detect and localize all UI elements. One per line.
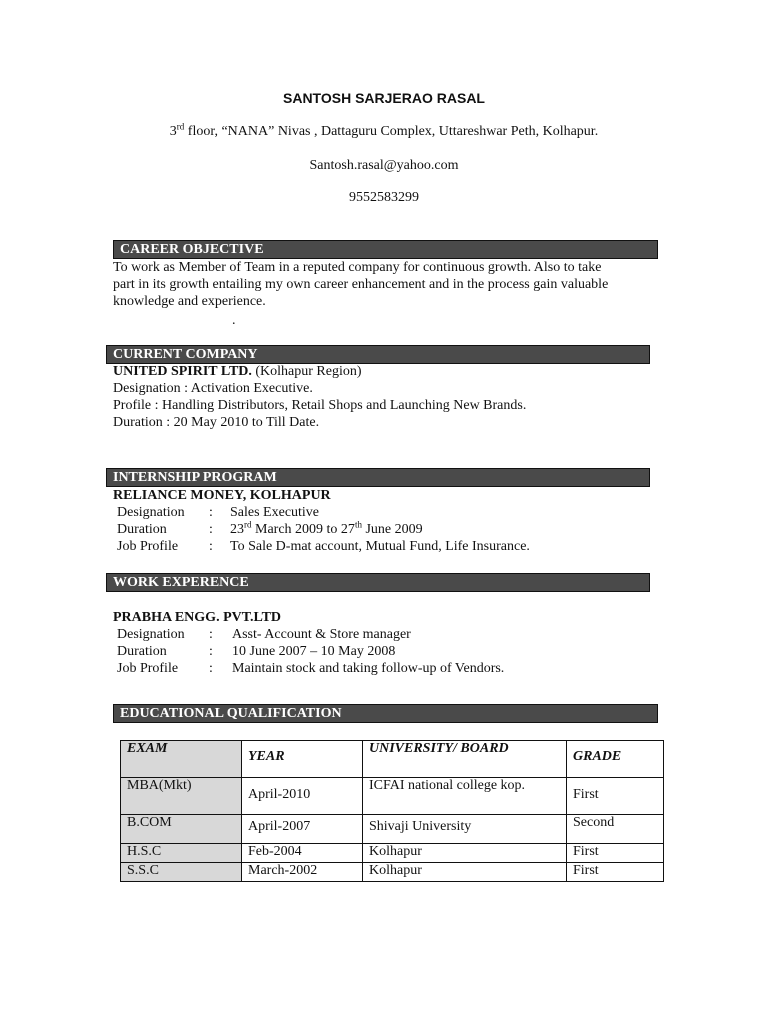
value-b: March 2009 to 27 <box>251 522 355 537</box>
resume-name: SANTOSH SARJERAO RASAL <box>283 90 485 106</box>
cell-university: Shivaji University <box>363 815 567 844</box>
current-company-region: (Kolhapur Region) <box>251 364 362 379</box>
cell-exam: MBA(Mkt) <box>121 778 242 815</box>
header-cell-year: YEAR <box>242 741 363 778</box>
section-heading-education: EDUCATIONAL QUALIFICATION <box>113 704 658 723</box>
value: 10 June 2007 – 10 May 2008 <box>232 644 396 659</box>
work-profile-row <box>117 660 504 677</box>
address-number: 3 <box>169 124 177 139</box>
address <box>0 121 768 140</box>
stray-dot: . <box>232 313 236 328</box>
career-line: knowledge and experience. <box>113 294 266 309</box>
cell-year: April-2007 <box>242 815 363 844</box>
cell-year: March-2002 <box>242 863 363 882</box>
value: Sales Executive <box>230 505 320 520</box>
work-designation-row <box>117 626 504 643</box>
address-superscript: rd <box>176 121 185 132</box>
section-heading-career-objective: CAREER OBJECTIVE <box>113 240 658 259</box>
colon: : <box>209 522 213 537</box>
table-header-row <box>121 741 664 778</box>
colon: : <box>209 644 213 659</box>
label: Designation <box>117 505 185 520</box>
work-details <box>117 626 504 677</box>
current-company-name-line <box>113 363 526 380</box>
value-c: June 2009 <box>361 522 423 537</box>
label: Duration <box>117 522 167 537</box>
cell-university: ICFAI national college kop. <box>363 778 567 815</box>
table-row <box>121 844 664 863</box>
table-row <box>121 778 664 815</box>
cell-grade: First <box>567 844 664 863</box>
header-cell-exam: EXAM <box>121 741 242 778</box>
colon: : <box>209 627 213 642</box>
cell-grade: First <box>567 863 664 882</box>
colon: : <box>209 505 213 520</box>
table-row <box>121 815 664 844</box>
current-designation: Designation : Activation Executive. <box>113 381 313 396</box>
cell-exam: H.S.C <box>121 844 242 863</box>
current-company-block <box>113 363 526 431</box>
cell-exam: B.COM <box>121 815 242 844</box>
education-table <box>120 740 664 882</box>
cell-year: April-2010 <box>242 778 363 815</box>
cell-university: Kolhapur <box>363 844 567 863</box>
career-objective-text <box>113 259 608 310</box>
value: To Sale D-mat account, Mutual Fund, Life Insurance. <box>230 539 530 554</box>
label: Duration <box>117 644 167 659</box>
internship-duration-row <box>117 521 530 538</box>
section-heading-current-company: CURRENT COMPANY <box>106 345 650 364</box>
value: Maintain stock and taking follow-up of Vendors. <box>232 661 505 676</box>
value-a-sup: rd <box>244 519 252 530</box>
current-duration: Duration : 20 May 2010 to Till Date. <box>113 415 320 430</box>
colon: : <box>209 539 213 554</box>
address-text: floor, “NANA” Nivas , Dattaguru Complex, Uttareshwar Peth, Kolhapur. <box>184 124 599 139</box>
value-a: 23 <box>230 522 244 537</box>
career-line: part in its growth entailing my own career enhancement and in the process gain valuable <box>113 277 609 292</box>
label: Designation <box>117 627 185 642</box>
header-cell-grade: GRADE <box>567 741 664 778</box>
cell-exam: S.S.C <box>121 863 242 882</box>
work-duration-row <box>117 643 504 660</box>
section-heading-internship: INTERNSHIP PROGRAM <box>106 468 650 487</box>
work-company: PRABHA ENGG. PVT.LTD <box>113 610 282 625</box>
cell-year: Feb-2004 <box>242 844 363 863</box>
value: Asst- Account & Store manager <box>232 627 411 642</box>
colon: : <box>209 661 213 676</box>
cell-grade: First <box>567 778 664 815</box>
label: Job Profile <box>117 539 179 554</box>
email-address[interactable]: Santosh.rasal@yahoo.com <box>309 158 459 173</box>
table-row <box>121 863 664 882</box>
current-company-name: UNITED SPIRIT LTD. <box>113 364 252 379</box>
internship-company: RELIANCE MONEY, KOLHAPUR <box>113 488 331 503</box>
internship-designation-row <box>117 504 530 521</box>
internship-details <box>117 504 530 555</box>
cell-university: Kolhapur <box>363 863 567 882</box>
cell-grade: Second <box>567 815 664 844</box>
career-line: To work as Member of Team in a reputed company for continuous growth. Also to take <box>113 260 602 275</box>
label: Job Profile <box>117 661 179 676</box>
header-cell-university: UNIVERSITY/ BOARD <box>363 741 567 778</box>
section-heading-work-experience: WORK EXPERENCE <box>106 573 650 592</box>
current-profile: Profile : Handling Distributors, Retail Shops and Launching New Brands. <box>113 398 527 413</box>
phone-number: 9552583299 <box>349 190 419 205</box>
internship-profile-row <box>117 538 530 555</box>
value-b-sup: th <box>354 519 362 530</box>
